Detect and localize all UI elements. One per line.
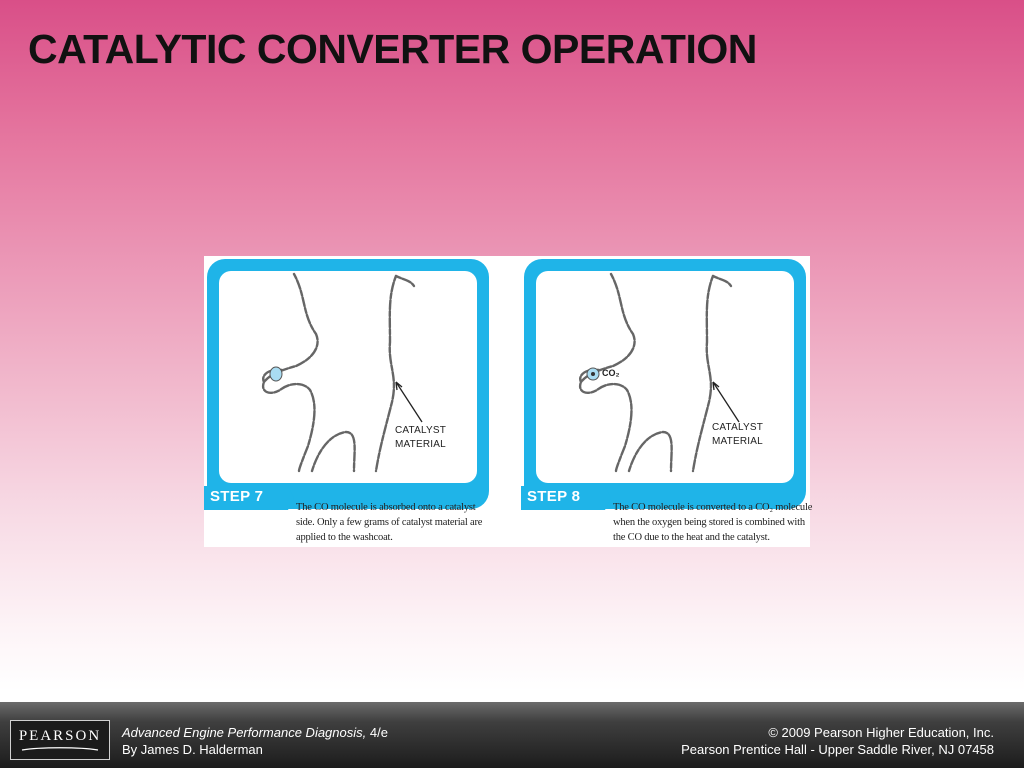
author: By James D. Halderman: [122, 742, 263, 757]
catalytic-converter-figure: [204, 256, 813, 547]
publisher: Pearson Prentice Hall - Upper Saddle River, NJ 07458: [681, 742, 994, 757]
logo-text: PEARSON: [18, 728, 102, 744]
catalyst-label-line2: MATERIAL: [712, 436, 763, 447]
step-label: STEP 7: [210, 488, 264, 505]
catalyst-label: [395, 424, 446, 452]
pearson-logo-icon: [10, 720, 110, 760]
book-info: [122, 724, 388, 758]
molecule-core-icon: [591, 372, 595, 376]
catalyst-label: [712, 421, 763, 449]
step-label: STEP 8: [527, 488, 581, 505]
co2-label: CO₂: [602, 368, 620, 378]
step-caption: The CO molecule is absorbed onto a catalyst side. Only a few grams of catalyst material are applied to the washcoat.: [296, 502, 483, 543]
catalyst-label-line1: CATALYST: [712, 422, 764, 433]
step-8-panel: [521, 256, 813, 547]
logo-swoosh-icon: [20, 746, 100, 752]
book-title: Advanced Engine Performance Diagnosis,: [122, 725, 367, 740]
catalyst-label-line2: MATERIAL: [395, 439, 446, 450]
slide-title: CATALYTIC CONVERTER OPERATION: [28, 26, 757, 72]
publisher-info: [681, 724, 994, 758]
step-caption: The CO molecule is converted to a CO₂ molecule when the oxygen being stored is combined with the CO due to the heat and the catalyst.: [613, 502, 813, 543]
panel-inner: [536, 271, 794, 483]
slide-footer: [0, 702, 1024, 768]
catalyst-label-line1: CATALYST: [395, 425, 447, 436]
co-molecule-icon: [270, 367, 282, 381]
edition: 4/e: [366, 725, 388, 740]
copyright: © 2009 Pearson Higher Education, Inc.: [768, 725, 994, 740]
step-7-panel: [204, 256, 492, 547]
